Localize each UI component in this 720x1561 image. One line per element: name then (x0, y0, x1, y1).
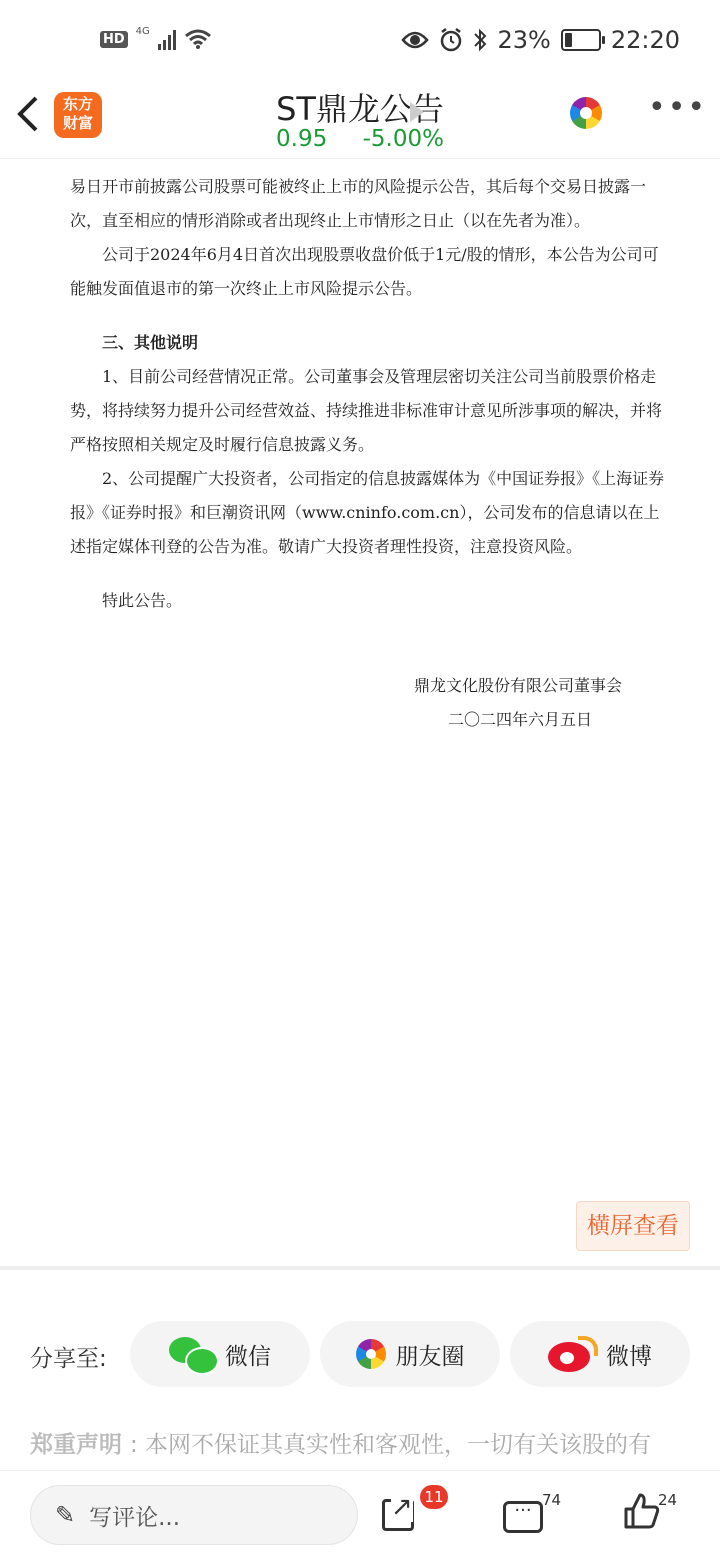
network-type: 4G (135, 25, 150, 37)
title-arrow-icon[interactable] (410, 102, 424, 122)
section-heading: 三、其他说明 (102, 333, 199, 352)
comment-input[interactable] (30, 1485, 358, 1545)
comment-placeholder: 写评论... (89, 1504, 181, 1531)
status-left (100, 25, 212, 50)
more-icon[interactable]: ••• (648, 90, 708, 125)
wechat-icon (169, 1337, 215, 1371)
comment-icon[interactable]: ··· (503, 1501, 543, 1533)
disclaimer-text: : 本网不保证其真实性和客观性，一切有关该股的有 (130, 1432, 652, 1458)
status-right (401, 26, 680, 54)
logo-line1: 东方 (62, 95, 93, 113)
doc-paragraph: 2、公司提醒广大投资者，公司指定的信息披露媒体为《中国证券报》《上海证券报》《证券时报》和巨潮资讯网（www.cninfo.com.cn），公司发布的信息请以在上述指定媒体刊登的公告为准。敬请广大投资者理性投资，注意投资风险。 (70, 469, 665, 556)
announcement-content (70, 170, 670, 618)
like-icon[interactable] (622, 1491, 662, 1531)
battery-icon (561, 29, 601, 51)
eye-icon (401, 30, 429, 50)
comment-count: 74 (542, 1491, 562, 1509)
weibo-icon (548, 1336, 596, 1372)
disclaimer (30, 1426, 690, 1459)
moments-icon (356, 1339, 386, 1369)
like-count: 24 (658, 1491, 678, 1509)
share-count-badge: 11 (420, 1485, 448, 1509)
share-icon[interactable] (382, 1499, 414, 1531)
share-wechat-label: 微信 (225, 1343, 271, 1370)
pencil-icon: ✎ (55, 1501, 76, 1529)
stock-price: 0.95 (276, 126, 328, 152)
share-moments-label: 朋友圈 (395, 1343, 465, 1370)
share-moments-button[interactable] (320, 1321, 500, 1387)
share-weibo-label: 微博 (606, 1343, 652, 1370)
share-label: 分享至: (30, 1346, 107, 1372)
bottom-action-bar (0, 1470, 720, 1561)
battery-percent: 23% (497, 26, 551, 54)
signer: 鼎龙文化股份有限公司董事会 (414, 676, 623, 695)
sign-date: 二〇二四年六月五日 (448, 710, 593, 729)
alarm-icon (439, 28, 463, 52)
share-wechat-button[interactable] (130, 1321, 310, 1387)
share-weibo-button[interactable] (510, 1321, 690, 1387)
divider (0, 1266, 720, 1270)
pinwheel-icon[interactable] (570, 97, 602, 129)
signal-icon (158, 28, 176, 50)
wifi-icon (184, 28, 212, 50)
doc-paragraph: 1、目前公司经营情况正常。公司董事会及管理层密切关注公司当前股票价格走势，将持续努力提升公司经营效益、持续推进非标准审计意见所涉事项的解决，并将严格按照相关规定及时履行信息披露义务。 (70, 367, 663, 454)
stock-change: -5.00% (362, 126, 444, 152)
doc-closing: 特此公告。 (102, 591, 183, 610)
disclaimer-title: 郑重声明 (30, 1432, 122, 1458)
page-title[interactable]: ST鼎龙公告 (276, 90, 444, 128)
bluetooth-icon (473, 28, 487, 52)
doc-paragraph: 公司于2024年6月4日首次出现股票收盘价低于1元/股的情形，本公告为公司可能触发面值退市的第一次终止上市风险提示公告。 (70, 245, 659, 298)
landscape-view-button[interactable]: 横屏查看 (576, 1201, 690, 1251)
status-bar (0, 0, 720, 80)
stock-quote (0, 126, 720, 152)
app-header (0, 80, 720, 159)
doc-paragraph: 易日开市前披露公司股票可能被终止上市的风险提示公告，其后每个交易日披露一次，直至相应的情形消除或者出现终止上市情形之日止（以在先者为准）。 (70, 177, 647, 230)
logo-line2: 财富 (62, 114, 93, 132)
hd-indicator: HD (100, 31, 128, 48)
clock: 22:20 (610, 26, 680, 54)
